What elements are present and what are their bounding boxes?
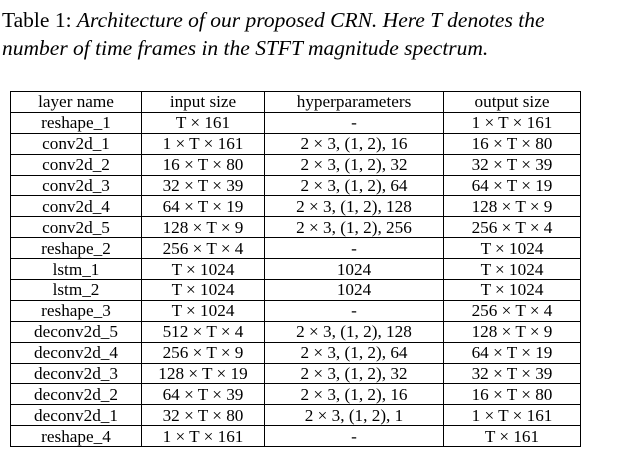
cell-output-size: 64 × T × 19 [444,342,581,363]
cell-layer-name: deconv2d_2 [11,384,142,405]
cell-output-size: T × 161 [444,426,581,447]
cell-input-size: 1 × T × 161 [142,133,265,154]
table-row [11,259,581,280]
cell-layer-name: deconv2d_1 [11,405,142,426]
cell-input-size: 512 × T × 4 [142,321,265,342]
cell-layer-name: lstm_2 [11,280,142,301]
cell-input-size: T × 161 [142,112,265,133]
cell-hyperparameters: - [265,112,444,133]
cell-output-size: 128 × T × 9 [444,321,581,342]
cell-hyperparameters: - [265,426,444,447]
cell-layer-name: deconv2d_5 [11,321,142,342]
table-row [11,238,581,259]
cell-output-size: 32 × T × 39 [444,363,581,384]
cell-hyperparameters: 2 × 3, (1, 2), 64 [265,175,444,196]
cell-output-size: 16 × T × 80 [444,133,581,154]
architecture-table [10,91,581,447]
table-body [11,92,581,447]
table-row [11,363,581,384]
cell-hyperparameters: 2 × 3, (1, 2), 64 [265,342,444,363]
header-hyperparameters: hyperparameters [265,92,444,113]
table-row [11,217,581,238]
table-row [11,133,581,154]
table-row [11,384,581,405]
cell-output-size: 64 × T × 19 [444,175,581,196]
cell-input-size: T × 1024 [142,280,265,301]
cell-input-size: 256 × T × 9 [142,342,265,363]
table-row [11,280,581,301]
cell-layer-name: conv2d_5 [11,217,142,238]
cell-output-size: T × 1024 [444,238,581,259]
cell-layer-name: reshape_1 [11,112,142,133]
cell-output-size: T × 1024 [444,280,581,301]
header-layer-name: layer name [11,92,142,113]
cell-input-size: 64 × T × 19 [142,196,265,217]
cell-layer-name: lstm_1 [11,259,142,280]
cell-input-size: 256 × T × 4 [142,238,265,259]
cell-layer-name: reshape_3 [11,300,142,321]
cell-hyperparameters: 2 × 3, (1, 2), 32 [265,363,444,384]
header-output-size: output size [444,92,581,113]
cell-layer-name: conv2d_3 [11,175,142,196]
cell-hyperparameters: - [265,300,444,321]
table-row [11,196,581,217]
table-row [11,154,581,175]
cell-layer-name: conv2d_2 [11,154,142,175]
cell-hyperparameters: - [265,238,444,259]
cell-layer-name: reshape_4 [11,426,142,447]
cell-output-size: 256 × T × 4 [444,217,581,238]
cell-output-size: 1 × T × 161 [444,112,581,133]
cell-input-size: 1 × T × 161 [142,426,265,447]
cell-input-size: 32 × T × 80 [142,405,265,426]
cell-layer-name: reshape_2 [11,238,142,259]
cell-layer-name: deconv2d_4 [11,342,142,363]
caption-text: Architecture of our proposed CRN. Here T denotes the number of time frames in the STFT magnitude spectrum. [2,8,545,60]
table-header-row [11,92,581,113]
cell-output-size: 1 × T × 161 [444,405,581,426]
cell-input-size: T × 1024 [142,300,265,321]
table-row [11,175,581,196]
cell-input-size: 128 × T × 9 [142,217,265,238]
table-row [11,426,581,447]
cell-layer-name: conv2d_1 [11,133,142,154]
cell-input-size: 16 × T × 80 [142,154,265,175]
cell-input-size: 64 × T × 39 [142,384,265,405]
cell-hyperparameters: 2 × 3, (1, 2), 128 [265,321,444,342]
table-row [11,300,581,321]
header-input-size: input size [142,92,265,113]
cell-hyperparameters: 2 × 3, (1, 2), 1 [265,405,444,426]
table-row [11,321,581,342]
cell-output-size: 16 × T × 80 [444,384,581,405]
cell-hyperparameters: 1024 [265,280,444,301]
architecture-table-wrapper [10,91,581,447]
cell-hyperparameters: 2 × 3, (1, 2), 128 [265,196,444,217]
caption-label: Table 1: [2,8,72,32]
table-row [11,112,581,133]
cell-input-size: T × 1024 [142,259,265,280]
cell-output-size: 128 × T × 9 [444,196,581,217]
cell-hyperparameters: 2 × 3, (1, 2), 16 [265,384,444,405]
cell-hyperparameters: 1024 [265,259,444,280]
cell-output-size: 32 × T × 39 [444,154,581,175]
cell-output-size: 256 × T × 4 [444,300,581,321]
table-caption [2,6,614,62]
cell-hyperparameters: 2 × 3, (1, 2), 256 [265,217,444,238]
cell-input-size: 32 × T × 39 [142,175,265,196]
cell-input-size: 128 × T × 19 [142,363,265,384]
table-row [11,405,581,426]
cell-hyperparameters: 2 × 3, (1, 2), 32 [265,154,444,175]
cell-layer-name: conv2d_4 [11,196,142,217]
cell-layer-name: deconv2d_3 [11,363,142,384]
cell-output-size: T × 1024 [444,259,581,280]
cell-hyperparameters: 2 × 3, (1, 2), 16 [265,133,444,154]
table-row [11,342,581,363]
